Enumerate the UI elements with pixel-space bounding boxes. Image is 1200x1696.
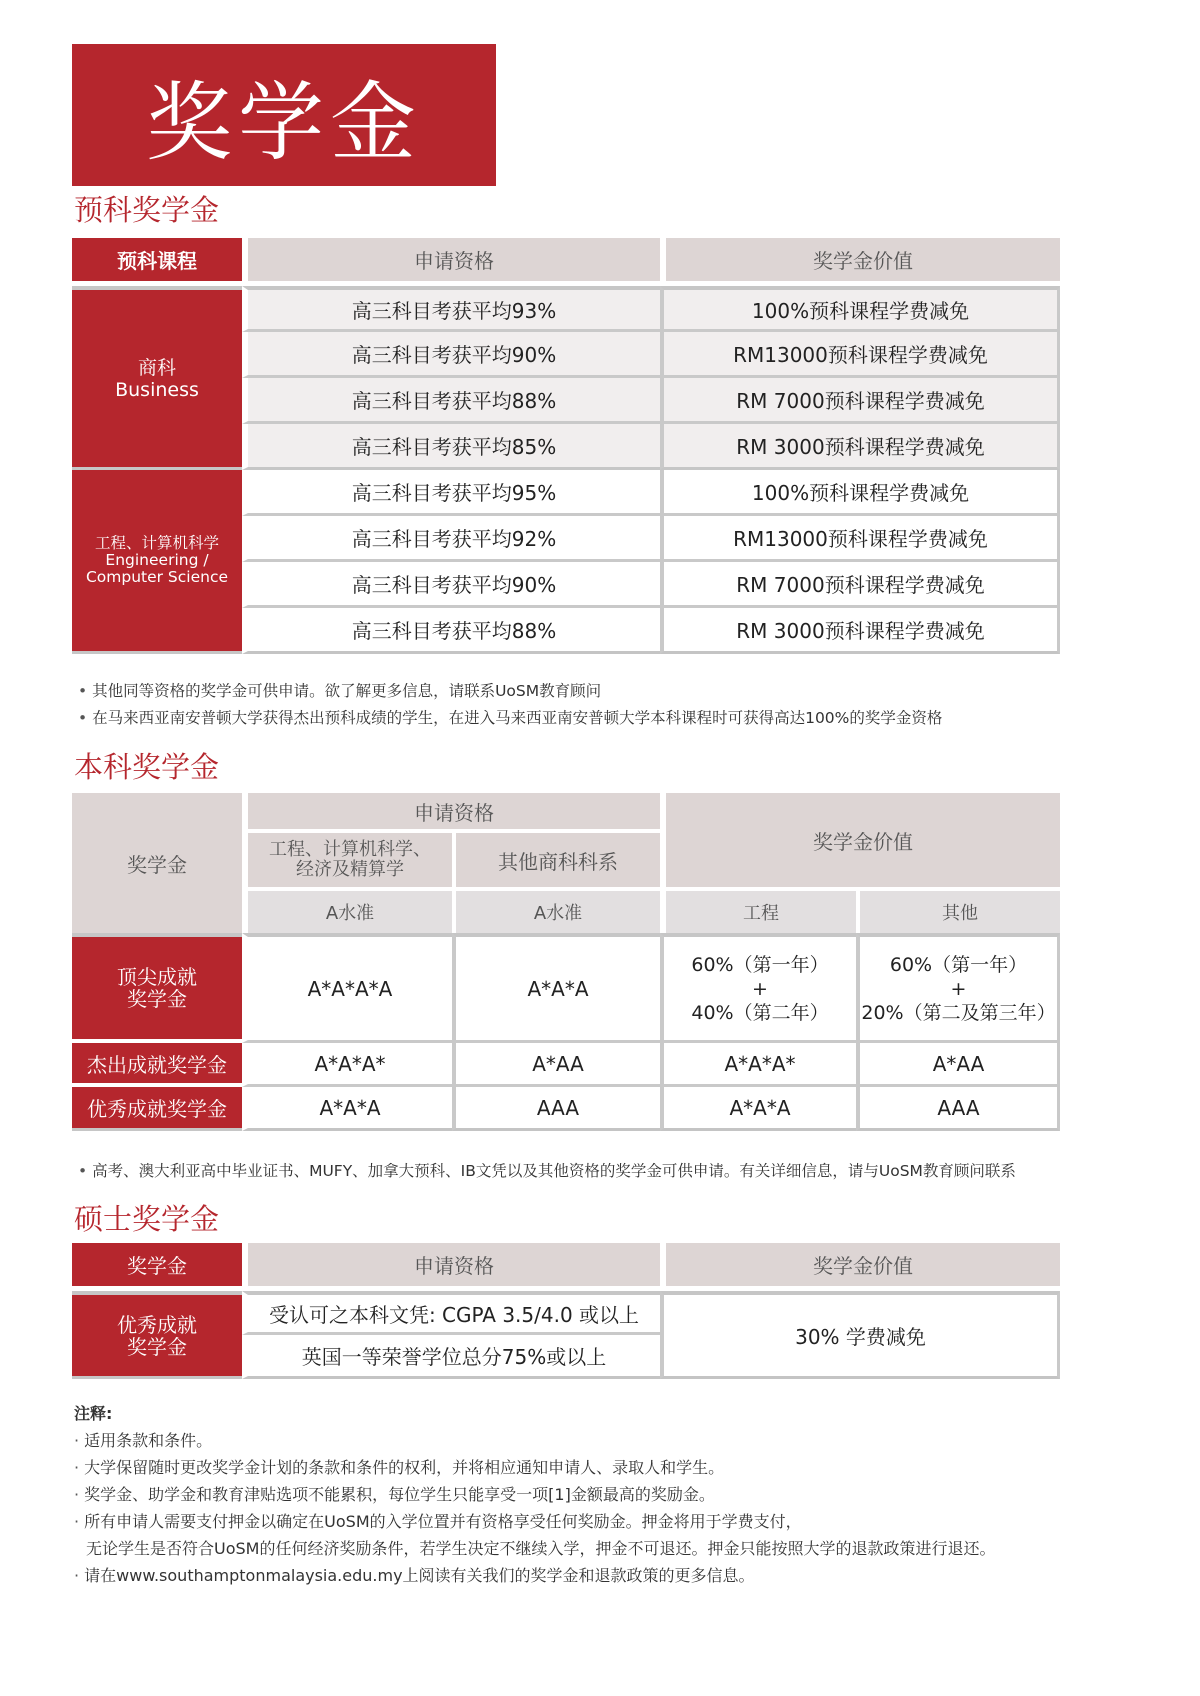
- value-cell: RM13000预科课程学费减免: [660, 332, 1060, 378]
- business-requirement-cell: A*A*A: [452, 933, 660, 1043]
- eng-requirement-cell: A*A*A: [242, 1087, 452, 1131]
- category-label-en-line2: Computer Science: [85, 568, 229, 586]
- category-label-cn: 工程、计算机科学: [94, 534, 219, 552]
- note-item: · 适用条款和条件。: [74, 1427, 995, 1454]
- row-label-line: 顶尖成就: [117, 965, 197, 989]
- other-value-cell: AAA: [856, 1087, 1060, 1131]
- value-cell: 30% 学费减免: [660, 1291, 1060, 1379]
- value-line: 60%（第一年）: [889, 953, 1028, 976]
- header-eligibility: 申请资格: [242, 238, 660, 286]
- eligibility-cell: 高三科目考获平均88%: [242, 608, 660, 654]
- notes-heading: 注释:: [74, 1404, 113, 1423]
- value-cell: RM 3000预科课程学费减免: [660, 424, 1060, 470]
- category-label-en: Business: [115, 378, 199, 401]
- eligibility-cell: 高三科目考获平均90%: [242, 562, 660, 608]
- row-label-excellent-achievement: [72, 1291, 242, 1379]
- header-value: 奖学金价值: [660, 793, 1060, 891]
- note-item: · 奖学金、助学金和教育津贴选项不能累积，每位学生只能享受一项[1]金额最高的奖励金。: [74, 1481, 995, 1508]
- header-value: 奖学金价值: [660, 238, 1060, 286]
- value-cell: 100%预科课程学费减免: [660, 470, 1060, 516]
- masters-scholarship-table: [72, 1243, 1060, 1379]
- header-line: 经济及精算学: [296, 859, 404, 880]
- foundation-scholarship-table: [72, 238, 1060, 654]
- eligibility-cell: 受认可之本科文凭: CGPA 3.5/4.0 或以上: [242, 1291, 660, 1335]
- note-item: · 请在www.southamptonmalaysia.edu.my上阅读有关我们的奖学金和退款政策的更多信息。: [74, 1562, 995, 1589]
- row-label-outstanding-achievement: 杰出成就奖学金: [72, 1043, 242, 1087]
- value-line: 40%（第二年）: [691, 1001, 829, 1024]
- eng-value-cell: [660, 933, 856, 1043]
- category-label-cn: 商科: [137, 356, 176, 379]
- header-scholarship: 奖学金: [72, 793, 242, 933]
- value-cell: RM13000预科课程学费减免: [660, 516, 1060, 562]
- row-label-line: 奖学金: [127, 1334, 187, 1359]
- header-eng-cs-econ: [242, 833, 452, 891]
- row-label-line: 奖学金: [127, 987, 187, 1011]
- table-row: [72, 933, 1060, 1043]
- table-row: [72, 1291, 1060, 1335]
- category-label-en-line1: Engineering /: [105, 551, 209, 569]
- note-item: · 所有申请人需要支付押金以确定在UoSM的入学位置并有资格享受任何奖励金。押金将用于学费支付，: [74, 1508, 995, 1535]
- table-row: [72, 1087, 1060, 1131]
- header-eligibility: 申请资格: [242, 793, 660, 833]
- eng-requirement-cell: A*A*A*: [242, 1043, 452, 1087]
- header-foundation-course: 预科课程: [72, 238, 242, 286]
- other-value-cell: A*AA: [856, 1043, 1060, 1087]
- row-label-excellent-achievement: 优秀成就奖学金: [72, 1087, 242, 1131]
- note-item: • 其他同等资格的奖学金可供申请。欲了解更多信息，请联系UoSM教育顾问: [78, 678, 942, 705]
- header-other-business: 其他商科科系: [452, 833, 660, 891]
- eligibility-cell: 高三科目考获平均90%: [242, 332, 660, 378]
- eng-requirement-cell: A*A*A*A: [242, 933, 452, 1043]
- note-item: • 高考、澳大利亚高中毕业证书、MUFY、加拿大预科、IB文凭以及其他资格的奖学金可供申请。有关详细信息，请与UoSM教育顾问联系: [78, 1158, 1016, 1185]
- eng-value-cell: A*A*A: [660, 1087, 856, 1131]
- other-value-cell: [856, 933, 1060, 1043]
- value-line: 60%（第一年）: [691, 953, 829, 976]
- foundation-notes: [78, 678, 942, 732]
- undergraduate-notes: [78, 1158, 1016, 1185]
- value-line: +: [950, 977, 967, 1000]
- header-a-level-business: A水准: [452, 891, 660, 933]
- business-requirement-cell: AAA: [452, 1087, 660, 1131]
- header-eligibility: 申请资格: [242, 1243, 660, 1291]
- section-title-undergraduate: 本科奖学金: [74, 750, 220, 784]
- value-line: 20%（第二及第三年）: [861, 1001, 1056, 1024]
- value-cell: RM 3000预科课程学费减免: [660, 608, 1060, 654]
- row-label-top-achievement: [72, 933, 242, 1043]
- eligibility-cell: 高三科目考获平均85%: [242, 424, 660, 470]
- note-item-continuation: 无论学生是否符合UoSM的任何经济奖励条件，若学生决定不继续入学，押金不可退还。押金只能按照大学的退款政策进行退还。: [86, 1539, 996, 1558]
- header-value-eng: 工程: [660, 891, 856, 933]
- header-line: 工程、计算机科学、: [269, 839, 431, 860]
- value-cell: RM 7000预科课程学费减免: [660, 562, 1060, 608]
- note-item: · 大学保留随时更改奖学金计划的条款和条件的权利，并将相应通知申请人、录取人和学生。: [74, 1454, 995, 1481]
- table-row: [72, 1043, 1060, 1087]
- category-engineering-cs: [72, 470, 242, 654]
- section-title-masters: 硕士奖学金: [74, 1202, 220, 1236]
- value-line: +: [752, 977, 768, 1000]
- business-requirement-cell: A*AA: [452, 1043, 660, 1087]
- category-business: [72, 286, 242, 470]
- table-row: [72, 286, 1060, 332]
- header-scholarship: 奖学金: [72, 1243, 242, 1291]
- undergraduate-scholarship-table: [72, 793, 1060, 1131]
- table-row: [72, 470, 1060, 516]
- eligibility-cell: 高三科目考获平均92%: [242, 516, 660, 562]
- header-value-other: 其他: [856, 891, 1060, 933]
- page-title: 奖学金: [72, 44, 496, 186]
- value-cell: RM 7000预科课程学费减免: [660, 378, 1060, 424]
- eligibility-cell: 高三科目考获平均88%: [242, 378, 660, 424]
- footnotes: [74, 1400, 995, 1589]
- note-item: • 在马来西亚南安普顿大学获得杰出预科成绩的学生，在进入马来西亚南安普顿大学本科课程时可获得高达100%的奖学金资格: [78, 705, 942, 732]
- eligibility-cell: 高三科目考获平均93%: [242, 286, 660, 332]
- header-a-level-eng: A水准: [242, 891, 452, 933]
- eligibility-cell: 高三科目考获平均95%: [242, 470, 660, 516]
- value-cell: 100%预科课程学费减免: [660, 286, 1060, 332]
- section-title-foundation: 预科奖学金: [74, 193, 220, 227]
- header-value: 奖学金价值: [660, 1243, 1060, 1291]
- row-label-line: 优秀成就: [117, 1312, 197, 1337]
- eligibility-cell: 英国一等荣誉学位总分75%或以上: [242, 1335, 660, 1379]
- eng-value-cell: A*A*A*: [660, 1043, 856, 1087]
